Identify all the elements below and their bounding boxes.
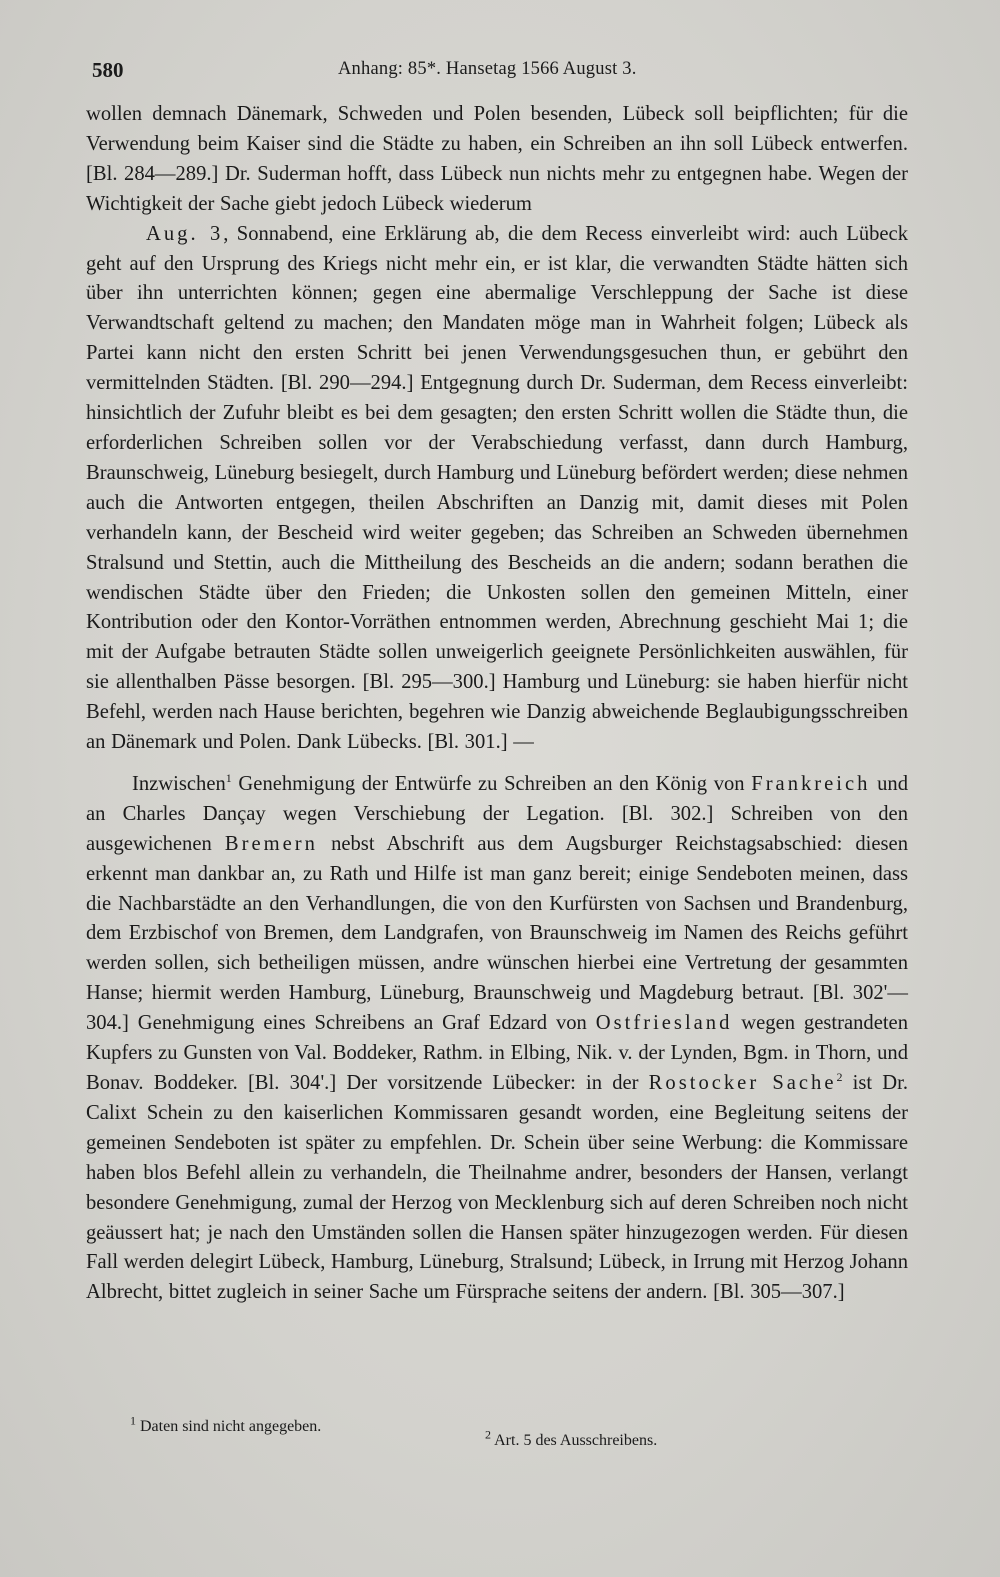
paragraph-3-part-f: ist Dr. Calixt Schein zu den kaiserlichen Kommissaren gesandt worden, eine Begleitung seitens der gemeinen Sendeboten ist später zu empfehlen. Dr. Schein über seine Werbung: die Kommissare haben blos Befehl allein zu verhandeln, die Theilnahme andrer, besonders der Hansen, verlangt besondere Genehmigung, zumal der Herzog von Mecklenburg sich auf deren Schreiben noch nicht geäussert hat; je nach den Umständen sollen die Hansen später hinzugezogen werden. Für diesen Fall werden delegirt Lübeck, Hamburg, Lüneburg, Stralsund; Lübeck, in Irrung mit Herzog Johann Albrecht, bittet zugleich in seiner Sache um Fürsprache seitens der andern. [Bl. 305—307.] <box>86 1072 909 1304</box>
footnote-1-mark: 1 <box>130 1413 136 1428</box>
running-head: Anhang: 85*. Hansetag 1566 August 3. <box>338 59 637 79</box>
date-aug-3: Aug. 3 <box>146 222 224 245</box>
footnote-2-mark: 2 <box>485 1427 491 1442</box>
paragraph-2-text: , Sonnabend, eine Erklärung ab, die dem Recess einverleibt wird: auch Lübeck geht auf den Ursprung des Kriegs nicht mehr ein, er ist klar, die verwandten Städte hätten sich über ihn unterrichten können; gegen eine abermalige Verschleppung der Sache ist diese Verwandtschaft geltend zu machen; den Mandaten möge man in Wahrheit folgen; Lübeck als Partei kann nicht den ersten Schritt bei jenen Verwendungsgesuchen thun, er gebührt den vermittelnden Städten. [Bl. 290—294.] Entgegnung durch Dr. Suderman, dem Recess einverleibt: hinsichtlich der Zufuhr bleibt es bei dem gesagten; den ersten Schritt wollen die Städte thun, die erforderlichen Schreiben sollen vor der Verabschiedung verfasst, dann durch Hamburg, Braunschweig, Lüneburg besiegelt, durch Hamburg und Lüneburg befördert werden; diese nehmen auch die Antworten entgegen, theilen Abschriften an Danzig mit, damit dieses mit Polen verhandeln kann, der Bescheid wird weiter gegeben; das Schreiben an Schweden übernehmen Stralsund und Stettin, auch die Mittheilung des Bescheids an die andern; sodann berathen die wendischen Städte über den Frieden; die Unkosten sollen den gemeinen Mitteln, einer Kontribution oder den Kontor-Vorräthen entnommen werden, Abrechnung geschieht Mai 1; die mit der Aufgabe betrauten Städte sollen unweigerlich geeignete Persönlichkeiten auswählen, für sie allenthalben Pässe besorgen. [Bl. 295—300.] Hamburg und Lüneburg: sie haben hierfür nicht Befehl, werden nach Hause berichten, begehren wie Danzig abweichende Beglaubigungsschreiben an Dänemark und Polen. Dank Lübecks. [Bl. 301.] — <box>86 222 908 754</box>
footnote-ref-2: 2 <box>836 1070 843 1085</box>
spaced-rostocker-sache: Rostocker Sache <box>648 1072 837 1094</box>
paragraph-3-part-c: und an Charles Dançay wegen Verschiebung der Legation. [Bl. 302.] Schreiben von den ausgewichenen <box>86 772 908 855</box>
page-header <box>92 58 912 88</box>
spaced-ostfriesland: Ostfriesland <box>595 1012 733 1035</box>
paragraph-3-part-e: wegen gestrandeten Kupfers zu Gunsten von Val. Boddeker, Rathm. in Elbing, Nik. v. der Lynden, Bgm. in Thorn, und Bonav. Boddeker. [Bl. 304'.] Der vorsitzende Lübecker: in der <box>86 1012 908 1094</box>
paragraph-3 <box>86 770 908 1308</box>
footnote-ref-1: 1 <box>225 771 232 786</box>
body-text <box>86 100 908 1308</box>
paragraph-3-part-d: nebst Abschrift aus dem Augsburger Reichstagsabschied: diesen erkennt man dankbar an, zu Rath und Hilfe ist man ganz bereit; einige Sendeboten meinen, dass die Nachbarstädte an den Verhandlungen, die von den Kurfürsten von Sachsen und Brandenburg, dem Erzbischof von Bremen, dem Landgrafen, von Braunschweig im Namen des Reichs geführt werden sollen, sich betheiligen müssen, andre wünschen hierbei eine Vertretung der gesammten Hanse; hiermit werden Hamburg, Lüneburg, Braunschweig und Magdeburg betraut. [Bl. 302'—304.] Genehmigung eines Schreibens an Graf Edzard von <box>86 832 908 1035</box>
footnote-1 <box>130 1413 322 1436</box>
spaced-bremern: Bremern <box>224 832 318 855</box>
paragraph-3-part-b: Genehmigung der Entwürfe zu Schreiben an den König von <box>231 772 752 795</box>
paragraph-3-part-a: Inzwischen <box>132 772 226 795</box>
footnote-2 <box>485 1427 658 1450</box>
page-number: 580 <box>92 58 124 82</box>
footnote-1-text: Daten sind nicht angegeben. <box>136 1418 322 1435</box>
footnote-2-text: Art. 5 des Ausschreibens. <box>491 1432 658 1449</box>
spaced-frankreich: Frankreich <box>751 772 871 795</box>
paragraph-2 <box>86 220 908 758</box>
paragraph-1: wollen demnach Dänemark, Schweden und Polen besenden, Lübeck soll beipflichten; für die Verwendung beim Kaiser sind die Städte zu haben, ein Schreiben an ihn soll Lübeck entwerfen. [Bl. 284—289.] Dr. Suderman hofft, dass Lübeck nun nichts mehr zu entgegnen habe. Wegen der Wichtigkeit der Sache giebt jedoch Lübeck wiederum <box>86 103 908 215</box>
footnotes <box>130 1413 910 1449</box>
